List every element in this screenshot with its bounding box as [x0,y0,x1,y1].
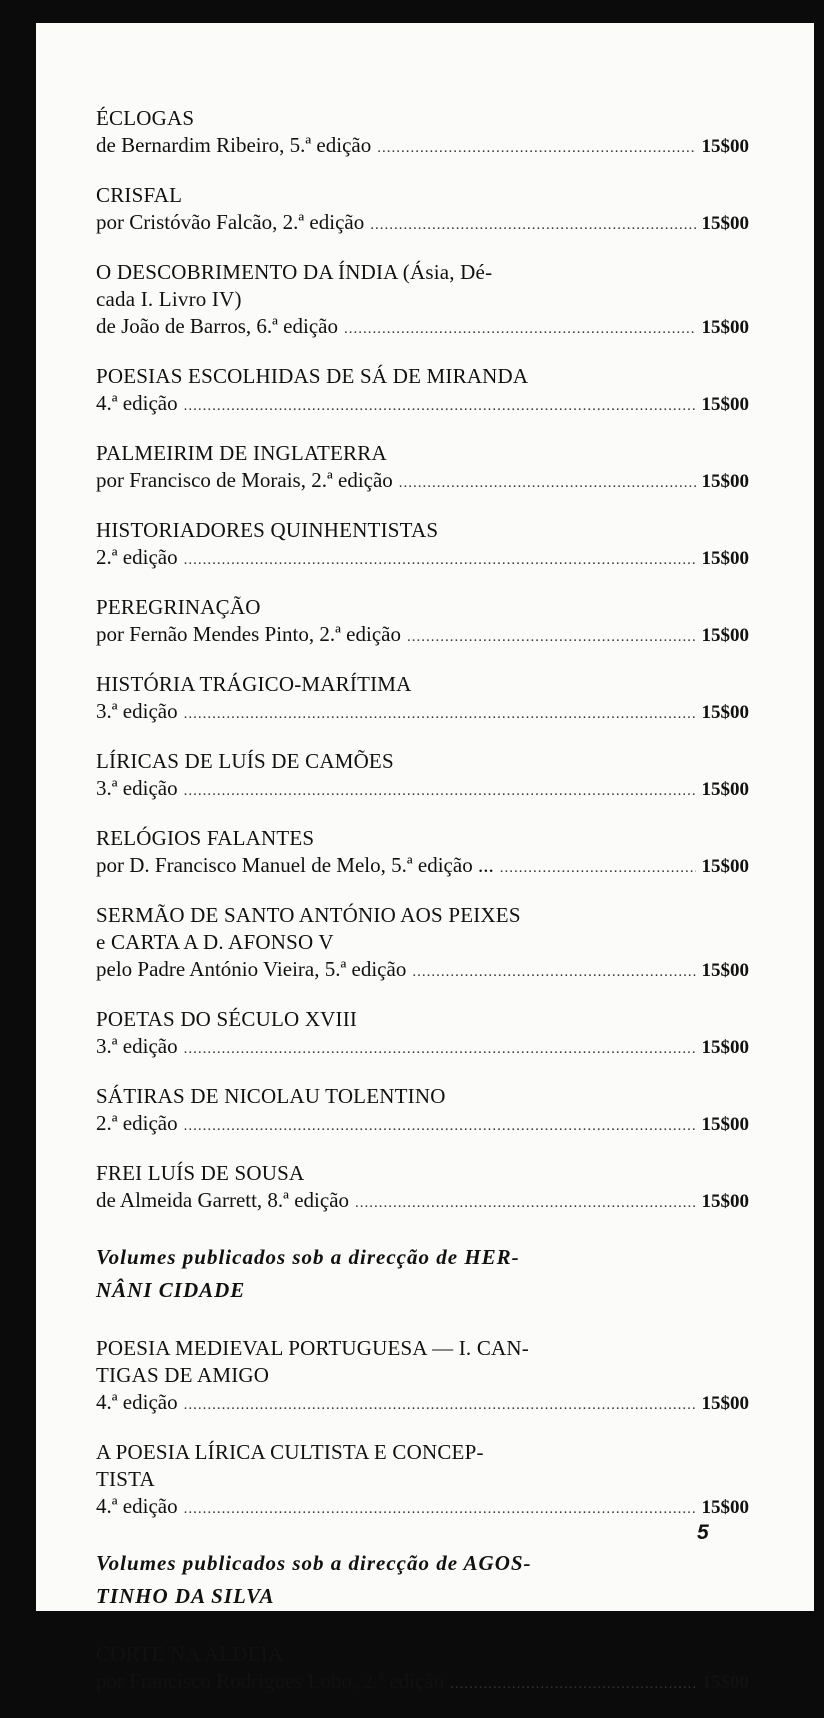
book-edition: 4.ª edição [96,391,178,415]
leader-dots [399,470,696,497]
book-price: 15$00 [701,1497,749,1518]
leader-dots [184,1036,696,1063]
book-entry [96,105,749,162]
leader-dots [377,135,695,162]
book-edition: 3.ª edição [96,1034,178,1058]
book-entry [96,1160,749,1217]
book-entry [96,594,749,651]
book-entry [96,259,749,343]
book-detail-row [96,698,749,728]
book-price: 15$00 [701,394,749,415]
entry-group-c [96,1641,749,1698]
leader-dots [184,1392,696,1419]
book-entry [96,517,749,574]
catalog-page [36,23,814,1693]
book-price: 15$00 [701,625,749,646]
book-entry [96,902,749,986]
book-price: 15$00 [701,702,749,723]
book-edition: por Francisco Rodrigues Lobo, 2.ª edição [96,1669,445,1693]
leader-dots [355,1190,695,1217]
section-heading-hernani-cidade: Volumes publicados sob a direcção de HER- NÂNI CIDADE [96,1245,520,1302]
book-detail-row [96,1033,749,1063]
book-detail-row [96,390,749,420]
leader-dots [344,316,696,343]
entry-group-a [96,105,749,1217]
book-edition: de Bernardim Ribeiro, 5.ª edição [96,133,372,157]
leader-dots [184,1496,696,1523]
book-detail-row [96,1668,749,1698]
book-detail-row [96,1493,749,1523]
book-edition: 3.ª edição [96,776,178,800]
book-detail-row [96,956,749,986]
book-entry [96,440,749,497]
leader-dots [184,701,696,728]
book-title: POESIA MEDIEVAL PORTUGUESA — I. CAN- TIGAS DE AMIGO [96,1336,529,1387]
book-title: O DESCOBRIMENTO DA ÍNDIA (Ásia, Dé- cada I. Livro IV) [96,260,493,311]
book-edition: 2.ª edição [96,545,178,569]
book-detail-row [96,132,749,162]
book-title: LÍRICAS DE LUÍS DE CAMÕES [96,749,394,773]
book-detail-row [96,313,749,343]
book-entry [96,671,749,728]
book-title: ÉCLOGAS [96,106,195,130]
book-entry [96,182,749,239]
book-title: HISTÓRIA TRÁGICO-MARÍTIMA [96,672,412,696]
book-edition: 4.ª edição [96,1390,178,1414]
book-edition: de Almeida Garrett, 8.ª edição [96,1188,350,1212]
book-title: FREI LUÍS DE SOUSA [96,1161,305,1185]
book-entry [96,363,749,420]
book-price: 15$00 [701,779,749,800]
book-entry [96,1439,749,1523]
book-title: SÁTIRAS DE NICOLAU TOLENTINO [96,1084,446,1108]
book-edition: 2.ª edição [96,1111,178,1135]
book-price: 15$00 [701,1037,749,1058]
book-edition: por Cristóvão Falcão, 2.ª edição [96,210,365,234]
book-title: CRISFAL [96,183,183,207]
book-price: 15$00 [701,317,749,338]
book-price: 15$00 [701,1114,749,1135]
book-title: CORTE NA ALDEIA [96,1642,284,1666]
book-title: SERMÃO DE SANTO ANTÓNIO AOS PEIXES e CARTA A D. AFONSO V [96,903,521,954]
book-detail-row [96,1110,749,1140]
book-title: A POESIA LÍRICA CULTISTA E CONCEP- TISTA [96,1440,484,1491]
book-price: 15$00 [701,213,749,234]
book-entry [96,1641,749,1698]
book-detail-row [96,467,749,497]
book-detail-row [96,209,749,239]
book-price: 15$00 [701,548,749,569]
leader-dots [500,855,696,882]
book-entry [96,748,749,805]
book-entry [96,1083,749,1140]
book-title: POETAS DO SÉCULO XVIII [96,1007,358,1031]
entry-group-b [96,1335,749,1523]
book-title: RELÓGIOS FALANTES [96,826,315,850]
book-entry [96,1335,749,1419]
leader-dots [450,1671,695,1698]
book-edition: pelo Padre António Vieira, 5.ª edição [96,957,407,981]
book-detail-row [96,621,749,651]
book-price: 15$00 [701,960,749,981]
book-edition: por D. Francisco Manuel de Melo, 5.ª edição ... [96,853,494,877]
book-title: PEREGRINAÇÃO [96,595,261,619]
book-detail-row [96,1187,749,1217]
book-price: 15$00 [701,1191,749,1212]
leader-dots [184,393,696,420]
book-price: 15$00 [701,1672,749,1693]
book-edition: por Fernão Mendes Pinto, 2.ª edição [96,622,401,646]
leader-dots [184,778,696,805]
book-detail-row [96,852,749,882]
book-price: 15$00 [701,856,749,877]
book-price: 15$00 [701,1393,749,1414]
book-title: PALMEIRIM DE INGLATERRA [96,441,387,465]
catalog-list [96,105,749,1718]
leader-dots [370,212,695,239]
book-edition: 4.ª edição [96,1494,178,1518]
leader-dots [184,547,696,574]
book-edition: 3.ª edição [96,699,178,723]
book-detail-row [96,1389,749,1419]
book-edition: de João de Barros, 6.ª edição [96,314,338,338]
leader-dots [412,959,695,986]
book-title: POESIAS ESCOLHIDAS DE SÁ DE MIRANDA [96,364,529,388]
book-entry [96,1006,749,1063]
book-price: 15$00 [701,471,749,492]
page-number: 5 [697,1521,709,1544]
leader-dots [184,1113,696,1140]
book-edition: por Francisco de Morais, 2.ª edição [96,468,393,492]
book-title: HISTORIADORES QUINHENTISTAS [96,518,439,542]
book-entry [96,825,749,882]
book-detail-row [96,544,749,574]
book-detail-row [96,775,749,805]
book-price: 15$00 [701,136,749,157]
leader-dots [407,624,696,651]
section-heading-agostinho-da-silva: Volumes publicados sob a direcção de AGOS- TINHO DA SILVA [96,1551,532,1608]
